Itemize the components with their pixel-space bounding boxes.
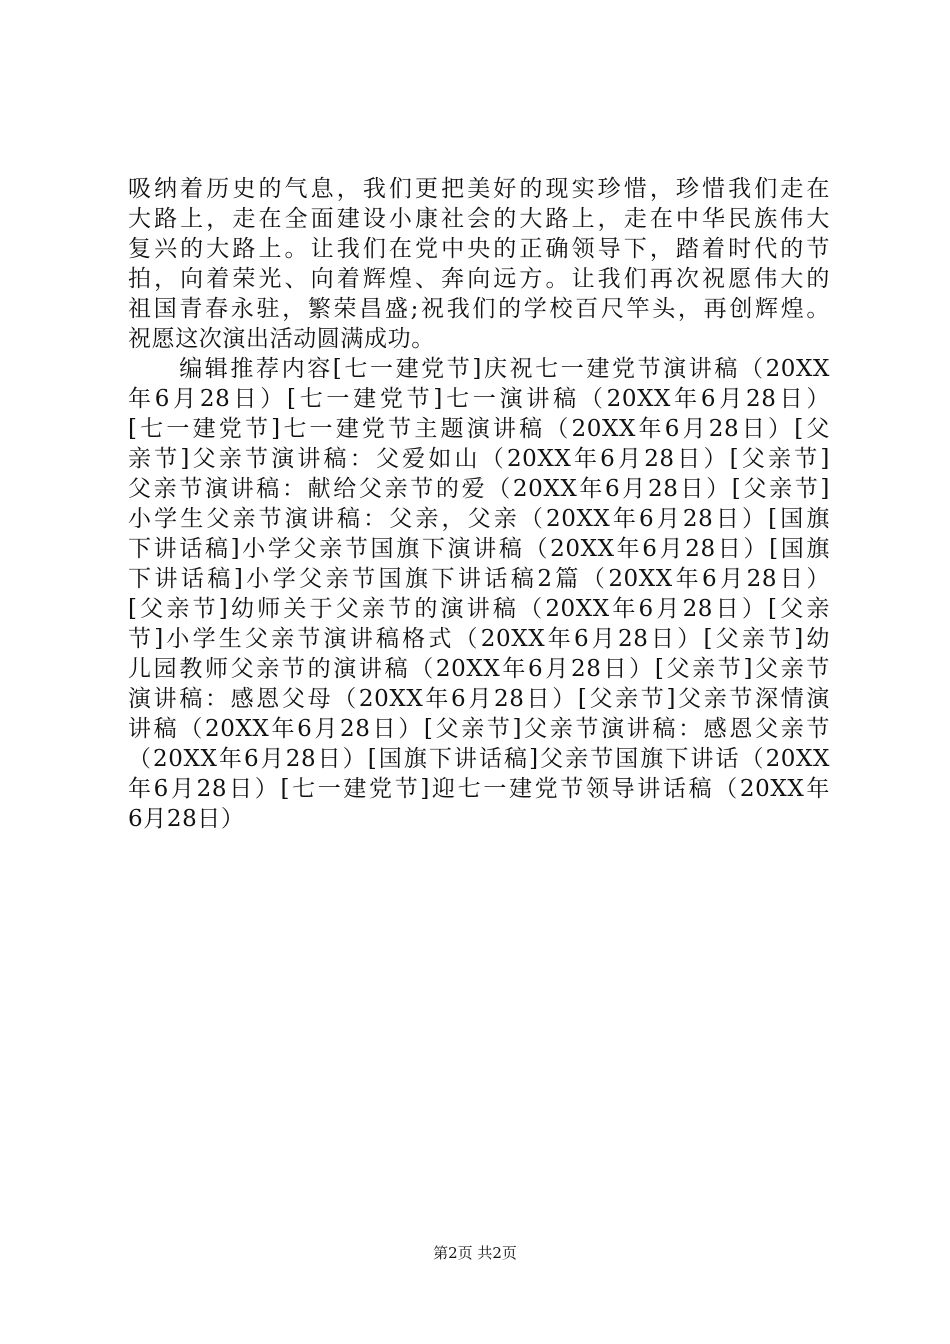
text-line: 讲稿（20XX年6月28日）[父亲节]父亲节演讲稿：感恩父亲节: [128, 716, 830, 742]
page-number-footer: 第2页 共2页: [433, 1244, 517, 1262]
text-line: 小学生父亲节演讲稿：父亲，父亲（20XX年6月28日）[国旗: [128, 506, 830, 532]
text-line: 演讲稿：感恩父母（20XX年6月28日）[父亲节]父亲节深情演: [128, 686, 830, 712]
text-line: 节]小学生父亲节演讲稿格式（20XX年6月28日）[父亲节]幼: [128, 626, 830, 652]
text-line: [父亲节]幼师关于父亲节的演讲稿（20XX年6月28日）[父亲: [128, 596, 830, 622]
text-line: 年6月28日）[七一建党节]迎七一建党节领导讲话稿（20XX年: [128, 776, 830, 802]
recommended-content-paragraph: [128, 354, 830, 834]
text-line: 拍，向着荣光、向着辉煌、奔向远方。让我们再次祝愿伟大的: [128, 266, 830, 292]
text-line: 大路上，走在全面建设小康社会的大路上，走在中华民族伟大: [128, 206, 830, 232]
text-line: 祖国青春永驻，繁荣昌盛;祝我们的学校百尺竿头，再创辉煌。: [128, 296, 830, 322]
text-line: 亲节]父亲节演讲稿：父爱如山（20XX年6月28日）[父亲节]: [128, 446, 830, 472]
text-line: （20XX年6月28日）[国旗下讲话稿]父亲节国旗下讲话（20XX: [128, 746, 830, 772]
text-line: [七一建党节]七一建党节主题演讲稿（20XX年6月28日）[父: [128, 416, 830, 442]
text-line: 复兴的大路上。让我们在党中央的正确领导下，踏着时代的节: [128, 236, 830, 262]
text-line: 祝愿这次演出活动圆满成功。: [128, 326, 435, 352]
text-line: 编辑推荐内容[七一建党节]庆祝七一建党节演讲稿（20XX: [128, 356, 830, 382]
document-body: [128, 174, 830, 834]
text-line: 吸纳着历史的气息，我们更把美好的现实珍惜，珍惜我们走在: [128, 176, 830, 202]
text-line: 父亲节演讲稿：献给父亲节的爱（20XX年6月28日）[父亲节]: [128, 476, 830, 502]
text-line: 年6月28日）[七一建党节]七一演讲稿（20XX年6月28日）: [128, 386, 830, 412]
text-line: 6月28日）: [128, 806, 245, 832]
closing-paragraph: [128, 174, 830, 354]
text-line: 下讲话稿]小学父亲节国旗下讲话稿2篇（20XX年6月28日）: [128, 566, 830, 592]
text-line: 儿园教师父亲节的演讲稿（20XX年6月28日）[父亲节]父亲节: [128, 656, 830, 682]
text-line: 下讲话稿]小学父亲节国旗下演讲稿（20XX年6月28日）[国旗: [128, 536, 830, 562]
